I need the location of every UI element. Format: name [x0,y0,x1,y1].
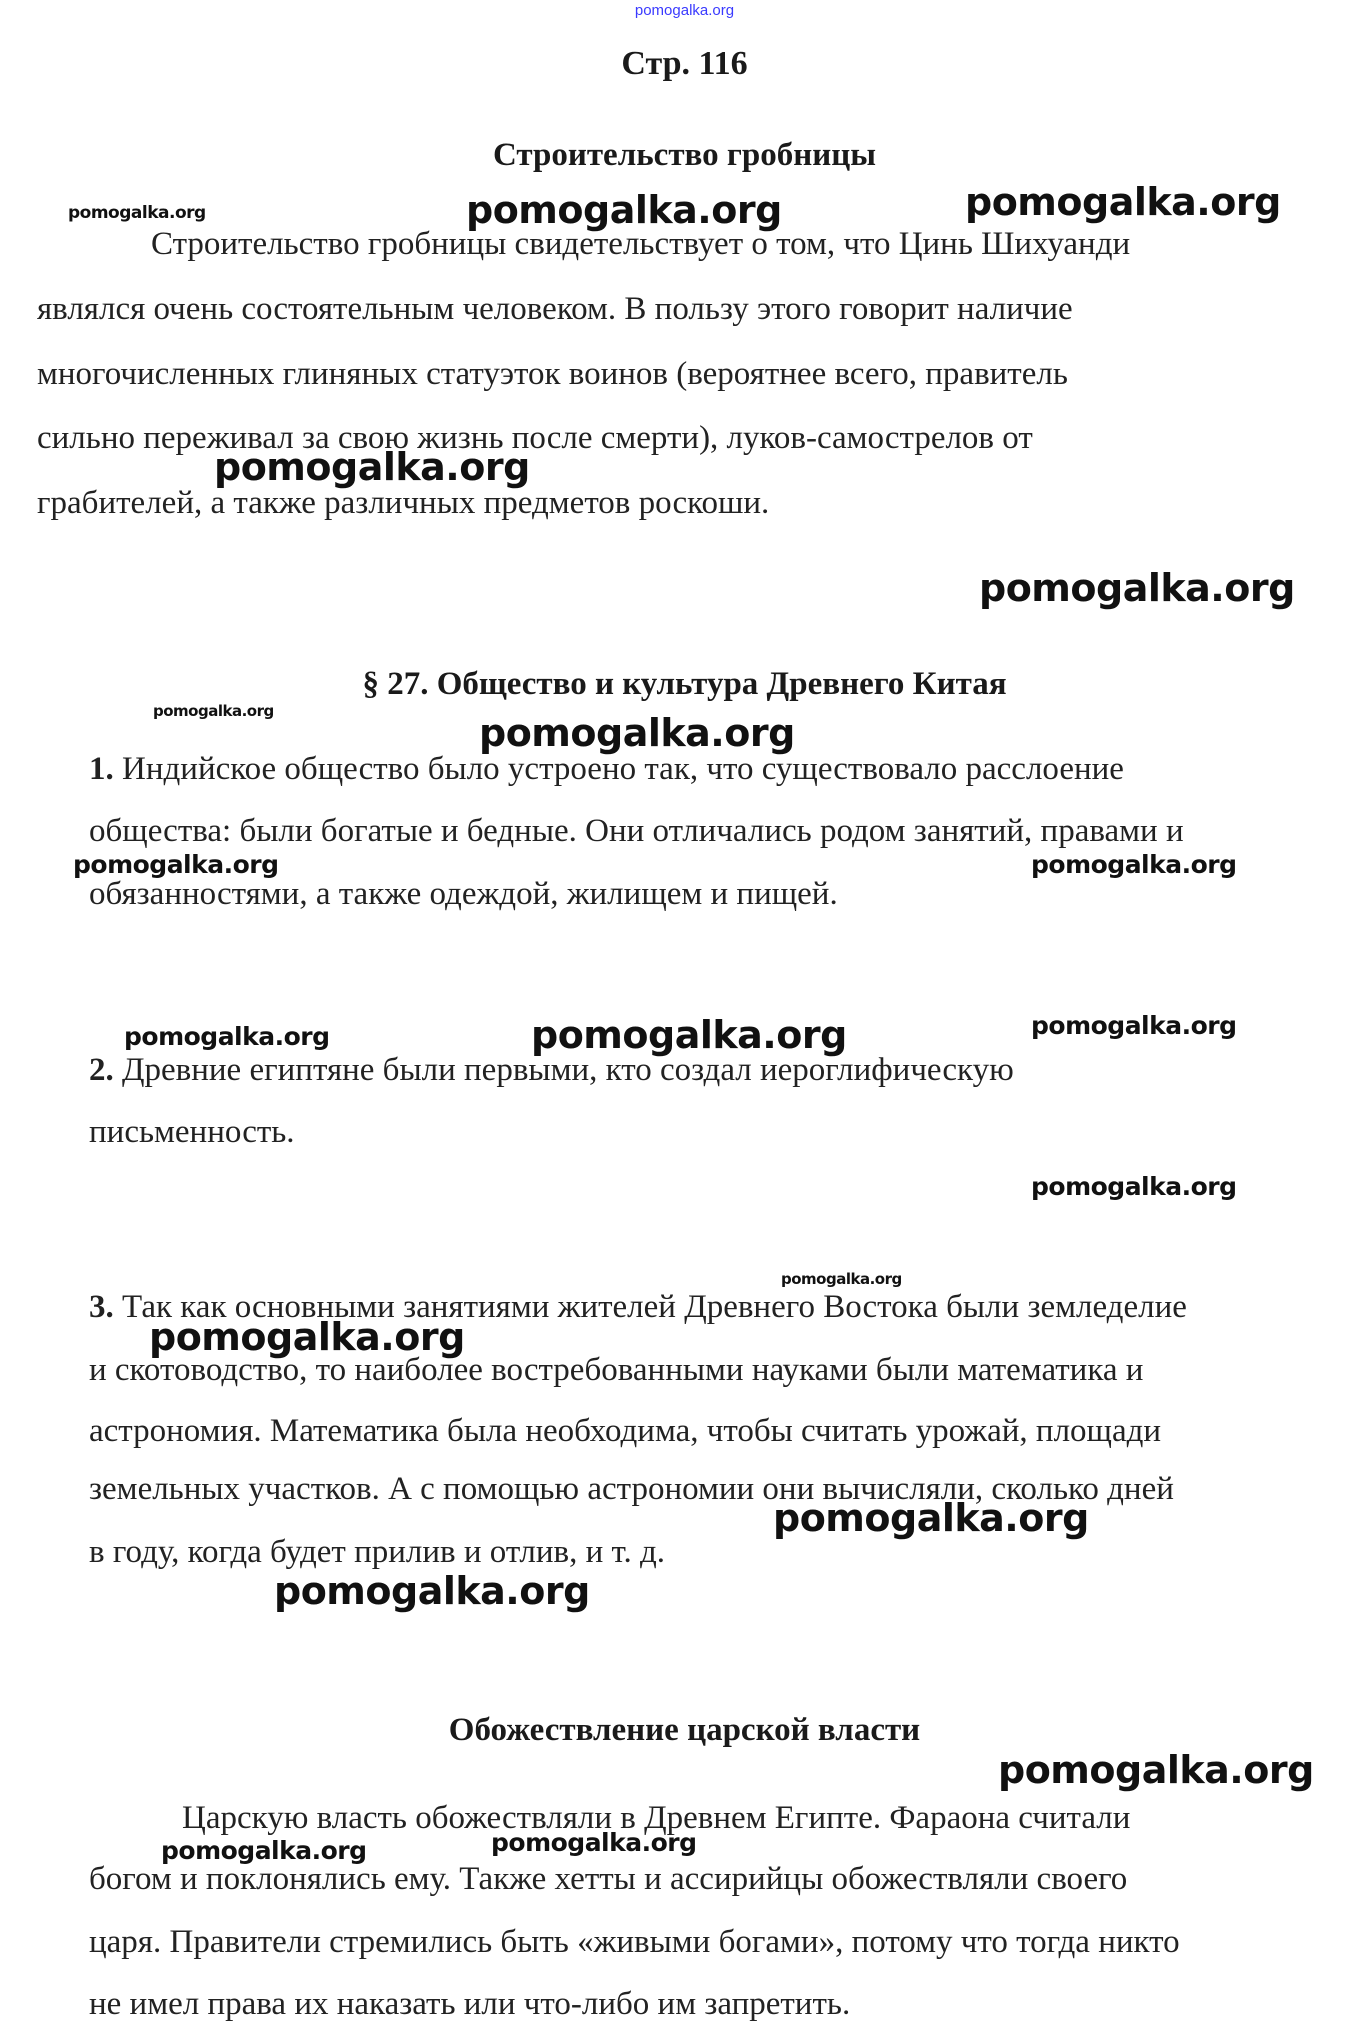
text-line: сильно переживал за свою жизнь после смерти), луков-самострелов от [37,420,1033,456]
text-line: в году, когда будет прилив и отлив, и т. д. [89,1534,666,1570]
watermark: pomogalka.org [274,1569,590,1613]
watermark: pomogalka.org [479,711,795,755]
text-line: царя. Правители стремились быть «живыми богами», потому что тогда никто [89,1924,1180,1960]
text-line: астрономия. Математика была необходима, чтобы считать урожай, площади [89,1413,1162,1449]
text-line: общества: были богатые и бедные. Они отличались родом занятий, правами и [89,813,1184,849]
item-number: 1. [89,751,114,787]
top-watermark-link[interactable]: pomogalka.org [634,2,735,19]
item-text: Так как основными занятиями жителей Древнего Востока были земледелие [122,1289,1187,1325]
text-line: грабителей, а также различных предметов роскоши. [37,485,770,521]
watermark: pomogalka.org [1031,1172,1237,1201]
watermark: pomogalka.org [773,1496,1089,1540]
watermark: pomogalka.org [73,850,279,879]
section-title-paragraph-27: § 27. Общество и культура Древнего Китая [362,666,1007,702]
section-title-tomb: Строительство гробницы [492,137,877,173]
watermark: pomogalka.org [161,1836,367,1865]
text-line: не имел права их наказать или что-либо им запретить. [89,1986,851,2022]
section-title-deification: Обожествление царской власти [448,1712,921,1748]
text-line: земельных участков. А с помощью астрономии они вычисляли, сколько дней [89,1471,1174,1507]
page-number-heading: Стр. 116 [621,45,748,82]
watermark: pomogalka.org [781,1270,902,1288]
watermark: pomogalka.org [491,1828,697,1857]
item-text: Индийское общество было устроено так, что существовало расслоение [122,751,1124,787]
item-number: 2. [89,1052,114,1088]
item-1-line [89,753,1124,786]
text-line: и скотоводство, то наиболее востребованными науками были математика и [89,1352,1144,1388]
item-2-line [89,1054,1014,1087]
watermark: pomogalka.org [998,1748,1314,1792]
text-line: многочисленных глиняных статуэток воинов (вероятнее всего, правитель [37,356,1068,392]
watermark: pomogalka.org [466,188,782,232]
text-line: обязанностями, а также одеждой, жилищем и пищей. [89,876,838,912]
text-line: богом и поклонялись ему. Также хетты и ассирийцы обожествляли своего [89,1861,1128,1897]
watermark: pomogalka.org [965,180,1281,224]
watermark: pomogalka.org [149,1315,465,1359]
text-line: Строительство гробницы свидетельствует о том, что Цинь Шихуанди [151,226,1131,262]
text-line: письменность. [89,1114,295,1150]
watermark: pomogalka.org [68,203,206,223]
watermark: pomogalka.org [124,1022,330,1051]
watermark: pomogalka.org [214,445,530,489]
watermark: pomogalka.org [979,566,1295,610]
text-line: Царскую власть обожествляли в Древнем Египте. Фараона считали [182,1800,1131,1836]
text-line: являлся очень состоятельным человеком. В пользу этого говорит наличие [37,291,1073,327]
watermark: pomogalka.org [153,702,274,720]
watermark: pomogalka.org [1031,850,1237,879]
watermark: pomogalka.org [531,1013,847,1057]
watermark: pomogalka.org [1031,1011,1237,1040]
item-text: Древние египтяне были первыми, кто создал иероглифическую [122,1052,1014,1088]
item-number: 3. [89,1289,114,1325]
